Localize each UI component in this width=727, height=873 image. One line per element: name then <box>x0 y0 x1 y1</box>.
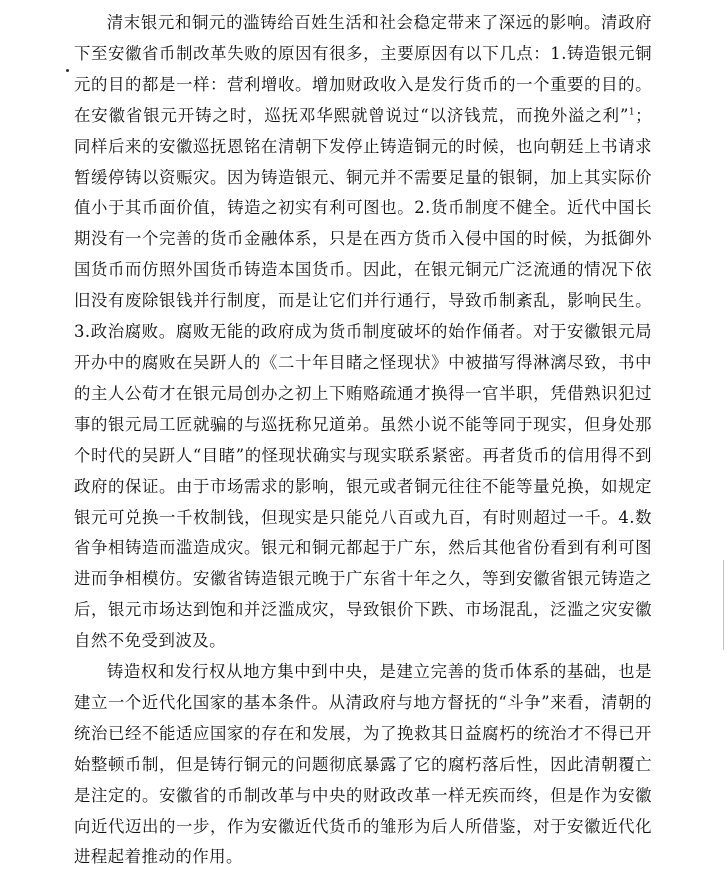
scan-speck <box>66 69 69 72</box>
paragraph-2 <box>74 657 652 873</box>
paragraph-2-text: 铸造权和发行权从地方集中到中央，是建立完善的货币体系的基础，也是建立一个近代化国家的基本条件。从清政府与地方督抚的“斗争”来看，清朝的统治已经不能适应国家的存在和发展，为了挽救其日益腐朽的统治才不得已开始整顿币制，但是铸行铜元的问题彻底暴露了它的腐朽落后性，因此清朝覆亡是注定的。安徽省的币制改革与中央的财政改革一样无疾而终，但是作为安徽向近代迈出的一步，作为安徽近代货币的雏形为后人所借鉴，对于安徽近代化进程起着推动的作用。 <box>74 662 652 867</box>
paragraph-1 <box>74 8 652 657</box>
body-text <box>74 8 652 873</box>
paragraph-1-text-a: 清末银元和铜元的滥铸给百姓生活和社会稳定带来了深远的影响。清政府下至安徽省币制改革失败的原因有很多，主要原因有以下几点：1.铸造银元铜元的目的都是一样：营利增收。增加财政收入是发行货币的一个重要的目的。在安徽省银元开铸之时，巡抚邓华熙就曾说过“以济钱荒，而挽外溢之利” <box>74 13 652 125</box>
footnote-marker[interactable]: 1 <box>628 107 636 118</box>
scan-edge-line <box>723 560 724 650</box>
paragraph-1-text-b: ；同样后来的安徽巡抚恩铭在清朝下发停止铸造铜元的时候，也向朝廷上书请求暂缓停铸以资赈灾。因为铸造银元、铜元并不需要足量的银铜，加上其实际价值小于其币面价值，铸造之初实有利可图也。2.货币制度不健全。近代中国长期没有一个完善的货币金融体系，只是在西方货币入侵中国的时候，为抵御外国货币而仿照外国货币铸造本国货币。因此，在银元铜元广泛流通的情况下依旧没有废除银钱并行制度，而是让它们并行通行，导致币制紊乱，影响民生。3.政治腐败。腐败无能的政府成为货币制度破坏的始作俑者。对于安徽银元局开办中的腐败在吴趼人的《二十年目睹之怪现状》中被描写得淋漓尽致，书中的主人公荀才在银元局创办之初上下贿赂疏通才换得一官半职，凭借熟识犯过事的银元局工匠就骗的与巡抚称兄道弟。虽然小说不能等同于现实，但身处那个时代的吴趼人“目睹”的怪现状确实与现实联系紧密。再者货币的信用得不到政府的保证。由于市场需求的影响，银元或者铜元往往不能等量兑换，如规定银元可兑换一千枚制钱，但现实是只能兑八百或九百，有时则超过一千。4.数省争相铸造而滥造成灾。银元和铜元都起于广东，然后其他省份看到有利可图进而争相模仿。安徽省铸造银元晚于广东省十年之久，等到安徽省银元铸造之后，银元市场达到饱和并泛滥成灾，导致银价下跌、市场混乱，泛滥之灾安徽自然不免受到波及。 <box>74 105 652 651</box>
